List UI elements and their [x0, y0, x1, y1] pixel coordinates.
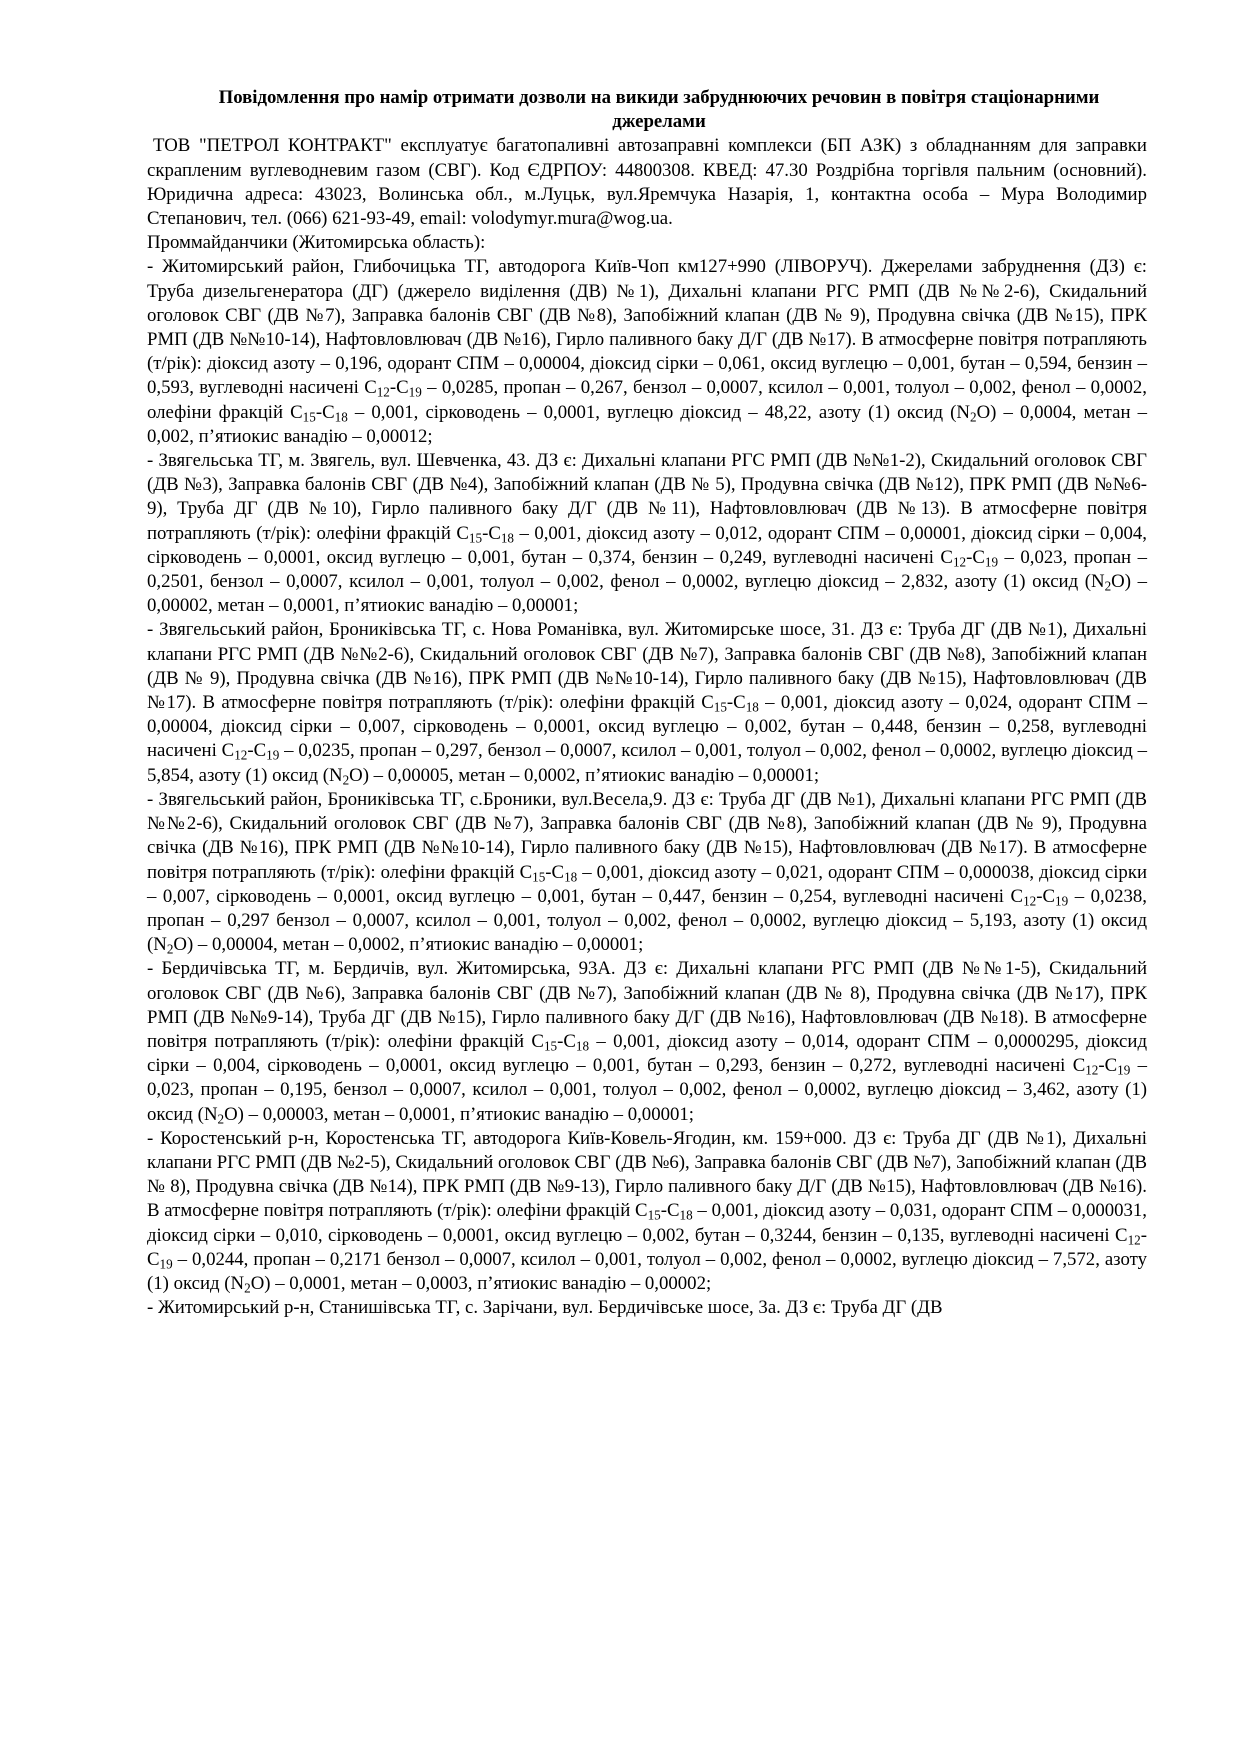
- site-paragraph: - Коростенський р-н, Коростенська ТГ, автодорога Київ-Ковель-Ягодин, км. 159+000. ДЗ є: Труба ДГ (ДВ №1), Дихальні клапани РГС РМП (ДВ №2-5), Скидальний оголовок СВГ (ДВ №6), Заправка балонів СВГ (ДВ №7), Запобіжний клапан (ДВ № 8), Продувна свічка (ДВ №14), ПРК РМП (ДВ №9-13), Гирло паливного баку Д/Г (ДВ №15), Нафтовловлювач (ДВ №16). В атмосферне повітря потрапляють (т/рік): олефіни фракцій $С_{15}-С_{18} - 0,001$, діоксид азоту – 0,031, одорант СПМ – 0,000031, діоксид сірки – 0,010, сірководень – 0,0001, оксид вуглецю – 0,002, бутан – 0,3244, бензин – 0,135, вуглеводні насичені $С_{12}-С_{19} - 0,0244$, пропан – 0,2171 бензол – 0,0007, ксилол – 0,001, толуол – 0,002, фенол – 0,0002, вуглецю діоксид – 7,572, азоту (1) оксид $(N_2O) - 0,0001$, метан – 0,0003, п’ятиокис ванадію – 0,00002;: [147, 1127, 1147, 1296]
- document-page: [147, 86, 1147, 1320]
- site-paragraph: - Звягельська ТГ, м. Звягель, вул. Шевченка, 43. ДЗ є: Дихальні клапани РГС РМП (ДВ №№1-2), Скидальний оголовок СВГ (ДВ №3), Заправка балонів СВГ (ДВ №4), Запобіжний клапан (ДВ № 5), Продувна свічка (ДВ №12), ПРК РМП (ДВ №№6-9), Труба ДГ (ДВ №10), Гирло паливного баку Д/Г (ДВ №11), Нафтовловлювач (ДВ №13). В атмосферне повітря потрапляють (т/рік): олефіни фракцій $С_{15}-С_{18} - 0,001$, діоксид азоту – 0,012, одорант СПМ – 0,00001, діоксид сірки – 0,004, сірководень – 0,0001, оксид вуглецю – 0,001, бутан – 0,374, бензин – 0,249, вуглеводні насичені $С_{12}-С_{19} - 0,023$, пропан – 0,2501, бензол – 0,0007, ксилол – 0,001, толуол – 0,002, фенол – 0,0002, вуглецю діоксид – 2,832, азоту (1) оксид $(N_2O) - 0,00002$, метан – 0,0001, п’ятиокис ванадію – 0,00001;: [147, 450, 1148, 617]
- site-paragraph: - Бердичівська ТГ, м. Бердичів, вул. Житомирська, 93А. ДЗ є: Дихальні клапани РГС РМП (ДВ №№1-5), Скидальний оголовок СВГ (ДВ №6), Заправка балонів СВГ (ДВ №7), Запобіжний клапан (ДВ № 8), Продувна свічка (ДВ №17), ПРК РМП (ДВ №№9-14), Труба ДГ (ДВ №15), Гирло паливного баку Д/Г (ДВ №16), Нафтовловлювач (ДВ №18). В атмосферне повітря потрапляють (т/рік): олефіни фракцій $С_{15}-С_{18} - 0,001$, діоксид азоту – 0,014, одорант СПМ – 0,0000295, діоксид сірки – 0,004, сірководень – 0,0001, оксид вуглецю – 0,001, бутан – 0,293, бензин – 0,272, вуглеводні насичені $С_{12}-С_{19} - 0,023$, пропан – 0,195, бензол – 0,0007, ксилол – 0,001, толуол – 0,002, фенол – 0,0002, вуглецю діоксид – 3,462, азоту (1) оксид $(N_2O) - 0,00003$, метан – 0,0001, п’ятиокис ванадію – 0,00001;: [147, 958, 1147, 1126]
- company-info-paragraph: ТОВ "ПЕТРОЛ КОНТРАКТ" експлуатує багатопаливні автозаправні комплекси (БП АЗК) з обладнанням для заправки скрапленим вуглеводневим газом (СВГ). Код ЄДРПОУ: 44800308. КВЕД: 47.30 Роздрібна торгівля пальним (основний). Юридична адреса: 43023, Волинська обл., м.Луцьк, вул.Яремчука Назарія, 1, контактна особа – Мура Володимир Степанович, тел. (066) 621-93-49, email: volodymyr.mura@wog.ua.: [147, 135, 1147, 230]
- site-paragraph: - Звягельський район, Брониківська ТГ, с.Броники, вул.Весела,9. ДЗ є: Труба ДГ (ДВ №1), Дихальні клапани РГС РМП (ДВ №№2-6), Скидальний оголовок СВГ (ДВ №7), Заправка балонів СВГ (ДВ №8), Запобіжний клапан (ДВ № 9), Продувна свічка (ДВ №16), ПРК РМП (ДВ №№10-14), Гирло паливного баку (ДВ №15), Нафтовловлювач (ДВ №17). В атмосферне повітря потрапляють (т/рік): олефіни фракцій $С_{15}-С_{18} - 0,001$, діоксид азоту – 0,021, одорант СПМ – 0,000038, діоксид сірки – 0,007, сірководень – 0,0001, оксид вуглецю – 0,001, бутан – 0,447, бензин – 0,254, вуглеводні насичені $С_{12}-С_{19} - 0,0238$, пропан – 0,297 бензол – 0,0007, ксилол – 0,001, толуол – 0,002, фенол – 0,0002, вуглецю діоксид – 5,193, азоту (1) оксид $(N_2O) - 0,00004$, метан – 0,0002, п’ятиокис ванадію – 0,00001;: [147, 788, 1147, 957]
- site-paragraph: - Звягельський район, Брониківська ТГ, с. Нова Романівка, вул. Житомирське шосе, 31. ДЗ є: Труба ДГ (ДВ №1), Дихальні клапани РГС РМП (ДВ №№2-6), Скидальний оголовок СВГ (ДВ №7), Заправка балонів СВГ (ДВ №8), Запобіжний клапан (ДВ № 9), Продувна свічка (ДВ №16), ПРК РМП (ДВ №№10-14), Гирло паливного баку (ДВ №15), Нафтовловлювач (ДВ №17). В атмосферне повітря потрапляють (т/рік): олефіни фракцій $С_{15}-С_{18} - 0,001$, діоксид азоту – 0,024, одорант СПМ – 0,00004, діоксид сірки – 0,007, сірководень – 0,0001, оксид вуглецю – 0,002, бутан – 0,448, бензин – 0,258, вуглеводні насичені $С_{12}-С_{19} - 0,0235$, пропан – 0,297, бензол – 0,0007, ксилол – 0,001, толуол – 0,002, фенол – 0,0002, вуглецю діоксид – 5,854, азоту (1) оксид $(N_2O) - 0,00005$, метан – 0,0002, п’ятиокис ванадію – 0,00001;: [147, 619, 1148, 787]
- document-body: [147, 134, 1147, 1320]
- site-paragraph: - Житомирський район, Глибочицька ТГ, автодорога Київ-Чоп км127+990 (ЛІВОРУЧ). Джерелами забруднення (ДЗ) є: Труба дизельгенератора (ДГ) (джерело виділення (ДВ) №1), Дихальні клапани РГС РМП (ДВ №№2-6), Скидальний оголовок СВГ (ДВ №7), Заправка балонів СВГ (ДВ №8), Запобіжний клапан (ДВ № 9), Продувна свічка (ДВ №15), ПРК РМП (ДВ №№10-14), Нафтовловлювач (ДВ №16), Гирло паливного баку Д/Г (ДВ №17). В атмосферне повітря потрапляють (т/рік): діоксид азоту – 0,196, одорант СПМ – 0,00004, діоксид сірки – 0,061, оксид вуглецю – 0,001, бутан – 0,594, бензин – 0,593, вуглеводні насичені $С_{12}-С_{19} - 0,0285$, пропан – 0,267, бензол – 0,0007, ксилол – 0,001, толуол – 0,002, фенол – 0,0002, олефіни фракцій $С_{15}-С_{18} - 0,001$, сірководень – 0,0001, вуглецю діоксид – 48,22, азоту (1) оксид $(N_2O) - 0,0004$, метан – 0,002, п’ятиокис ванадію – 0,00012;: [147, 256, 1148, 447]
- page-title: Повідомлення про намір отримати дозволи на викиди забруднюючих речовин в повітря стаціонарними джерелами: [218, 87, 1100, 133]
- sites-heading: Проммайданчики (Житомирська область):: [147, 232, 486, 254]
- site-paragraph: - Житомирський р-н, Станишівська ТГ, с. Зарічани, вул. Бердичівське шосе, 3а. ДЗ є: Труба ДГ (ДВ: [147, 1297, 943, 1319]
